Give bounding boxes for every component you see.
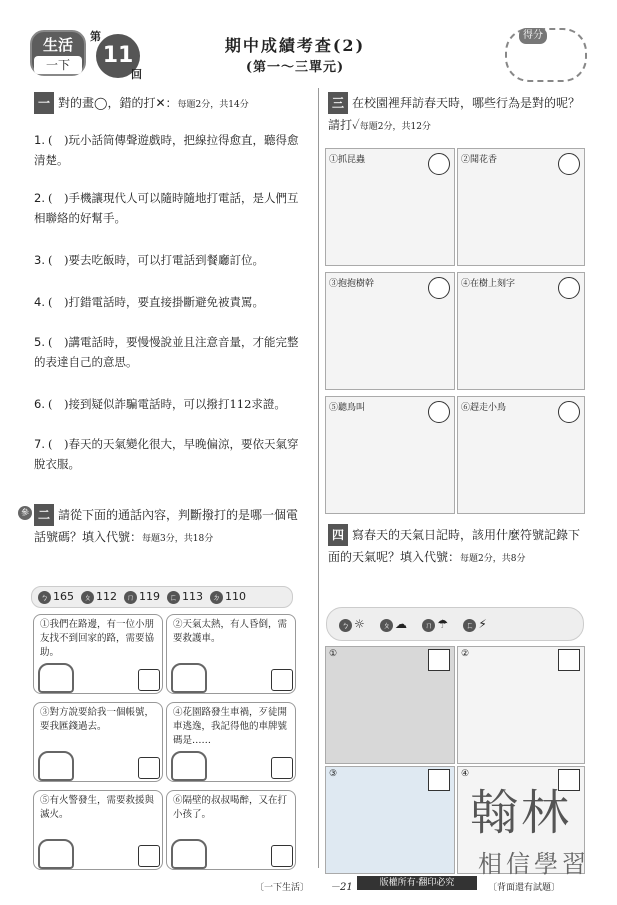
sun-icon: ☼ xyxy=(354,617,365,631)
telephone-icon xyxy=(38,839,74,869)
check-circle[interactable] xyxy=(428,277,450,299)
publisher-logo: 翰林 xyxy=(470,785,573,841)
option-p xyxy=(81,590,117,603)
activity-caption: ⑥趕走小鳥 xyxy=(461,403,507,413)
question-7[interactable] xyxy=(34,434,302,496)
call-card-3 xyxy=(33,702,163,782)
activity-caption: ⑤聽鳥叫 xyxy=(329,403,366,413)
pic-label: ④ xyxy=(461,769,470,779)
section2-instruction: 請從下面的通話內容，判斷撥打的是哪一個電話號碼？填入代號： xyxy=(34,508,299,544)
option-code: ㄇ xyxy=(124,591,137,604)
phone-number-options xyxy=(31,586,293,608)
q-text: ( )講電話時，要慢慢說並且注意音量，才能完整的表達自己的意思。 xyxy=(34,335,299,369)
telephone-icon xyxy=(171,751,207,781)
check-circle[interactable] xyxy=(558,401,580,423)
call-card-5 xyxy=(33,790,163,870)
answer-box[interactable] xyxy=(138,845,160,867)
option-code: ㄆ xyxy=(81,591,94,604)
option-code: ㄉ xyxy=(210,591,223,604)
option-b xyxy=(339,617,365,631)
call-text: ④花園路發生車禍，歹徒開車逃逸，我記得他的車牌號碼是…… xyxy=(173,707,288,746)
option-number: 110 xyxy=(225,590,246,603)
activity-card-6 xyxy=(457,396,585,514)
option-code: ㄆ xyxy=(380,619,393,632)
rain-icon: ☂ xyxy=(437,617,449,631)
option-code: ㄈ xyxy=(167,591,180,604)
call-text: ③對方說要給我一個帳號，要我匯錢過去。 xyxy=(40,707,155,732)
section4-instruction: 寫春天的天氣日記時，該用什麼符號記錄下面的天氣呢？填入代號： xyxy=(328,528,581,564)
option-number: 113 xyxy=(182,590,203,603)
telephone-icon xyxy=(38,663,74,693)
check-circle[interactable] xyxy=(558,277,580,299)
activity-caption: ②聞花香 xyxy=(461,155,498,165)
question-3[interactable] xyxy=(34,250,302,292)
unit-suffix: 回 xyxy=(131,68,142,81)
question-5[interactable] xyxy=(34,332,302,394)
activity-card-4 xyxy=(457,272,585,390)
q-text: ( )接到疑似詐騙電話時，可以撥打112求證。 xyxy=(48,397,286,411)
footer-subject: 〔一下生活〕 xyxy=(255,883,310,893)
answer-box[interactable] xyxy=(138,669,160,691)
call-text: ⑤有火警發生，需要救援與滅火。 xyxy=(40,795,155,820)
q-number: 4. xyxy=(34,295,45,309)
section3-instruction: 在校園裡拜訪春天時，哪些行為是對的呢？請打✓ xyxy=(328,96,581,132)
section2-number: 二 xyxy=(34,504,54,526)
section2-marker: 參 xyxy=(18,506,32,520)
option-code: ㄈ xyxy=(463,619,476,632)
telephone-icon xyxy=(171,839,207,869)
answer-box[interactable] xyxy=(138,757,160,779)
activity-card-1 xyxy=(325,148,455,266)
option-number: 165 xyxy=(53,590,74,603)
call-card-6 xyxy=(166,790,296,870)
option-f xyxy=(463,617,486,631)
answer-box[interactable] xyxy=(271,845,293,867)
activity-caption: ③抱抱樹幹 xyxy=(329,279,375,289)
check-circle[interactable] xyxy=(428,401,450,423)
section1-list xyxy=(34,130,302,496)
section3-number: 三 xyxy=(328,92,348,114)
q-number: 1. xyxy=(34,133,45,147)
answer-box[interactable] xyxy=(558,649,580,671)
q-text: ( )春天的天氣變化很大，早晚偏涼，要依天氣穿脫衣服。 xyxy=(34,437,299,471)
option-code: ㄅ xyxy=(339,619,352,632)
activity-card-2 xyxy=(457,148,585,266)
section1-instruction: 對的畫◯，錯的打✕： xyxy=(58,96,178,110)
section1-points: 每題2分，共14分 xyxy=(177,100,249,110)
q-number: 2. xyxy=(34,191,45,205)
q-text: ( )手機讓現代人可以隨時隨地打電話，是人們互相聯絡的好幫手。 xyxy=(34,191,299,225)
telephone-icon xyxy=(38,751,74,781)
call-text: ①我們在路邊，有一位小朋友找不到回家的路，需要協助。 xyxy=(40,619,155,658)
question-6[interactable] xyxy=(34,394,302,434)
section4-points: 每題2分，共8分 xyxy=(460,554,526,564)
activity-card-5 xyxy=(325,396,455,514)
option-d xyxy=(210,590,246,603)
question-2[interactable] xyxy=(34,188,302,250)
thunder-icon: ⚡ xyxy=(478,617,487,631)
option-number: 119 xyxy=(139,590,160,603)
score-label: 得分 xyxy=(519,28,547,44)
sun-cloud-icon: ☁ xyxy=(395,617,408,631)
pic-label: ① xyxy=(329,649,338,659)
section3-points: 每題2分，共12分 xyxy=(359,122,431,132)
q-number: 7. xyxy=(34,437,45,451)
q-number: 5. xyxy=(34,335,45,349)
call-card-1 xyxy=(33,614,163,694)
page-subtitle: (第一～三單元) xyxy=(245,60,345,75)
grade-label: 一下 xyxy=(34,56,82,74)
check-circle[interactable] xyxy=(558,153,580,175)
question-4[interactable] xyxy=(34,292,302,332)
call-card-4 xyxy=(166,702,296,782)
option-code: ㄇ xyxy=(422,619,435,632)
page-number: －21 xyxy=(330,882,353,893)
subject-label: 生活 xyxy=(42,36,73,54)
q-number: 3. xyxy=(34,253,45,267)
option-m xyxy=(422,617,448,631)
q-number: 6. xyxy=(34,397,45,411)
activity-caption: ①抓昆蟲 xyxy=(329,155,366,165)
weather-pic-3 xyxy=(325,766,455,874)
page-title: 期中成績考查(2) xyxy=(224,36,366,55)
footer-note: 〔背面還有試題〕 xyxy=(488,883,561,893)
weather-pic-1 xyxy=(325,646,455,764)
activity-caption: ④在樹上刻字 xyxy=(461,279,516,289)
section3-heading xyxy=(328,92,590,138)
call-card-2 xyxy=(166,614,296,694)
option-b xyxy=(38,590,74,603)
answer-box[interactable] xyxy=(271,757,293,779)
pic-label: ② xyxy=(461,649,470,659)
column-divider xyxy=(318,88,319,868)
pic-label: ③ xyxy=(329,769,338,779)
section4-number: 四 xyxy=(328,524,348,546)
section2-points: 每題3分，共18分 xyxy=(142,534,214,544)
publisher-slogan: 相信學習 xyxy=(478,850,590,878)
section1-number: 一 xyxy=(34,92,54,114)
answer-box[interactable] xyxy=(271,669,293,691)
activity-card-3 xyxy=(325,272,455,390)
section4-heading xyxy=(328,524,590,570)
option-p xyxy=(380,617,407,631)
q-text: ( )玩小話筒傳聲遊戲時，把線拉得愈直，聽得愈清楚。 xyxy=(34,133,299,167)
answer-box[interactable] xyxy=(428,649,450,671)
section1-heading xyxy=(34,92,304,116)
call-text: ②天氣太熱，有人昏倒，需要救護車。 xyxy=(173,619,288,644)
question-1[interactable] xyxy=(34,130,302,188)
unit-number: 11 xyxy=(96,34,140,78)
check-circle[interactable] xyxy=(428,153,450,175)
copyright-notice: 版權所有‧翻印必究 xyxy=(357,876,477,890)
answer-box[interactable] xyxy=(428,769,450,791)
weather-pic-2 xyxy=(457,646,585,764)
unit-prefix: 第 xyxy=(90,30,101,43)
q-text: ( )要去吃飯時，可以打電話到餐廳訂位。 xyxy=(48,253,264,267)
option-m xyxy=(124,590,160,603)
q-text: ( )打錯電話時，要直接掛斷避免被責罵。 xyxy=(48,295,264,309)
option-f xyxy=(167,590,203,603)
section2-heading xyxy=(34,504,304,550)
telephone-icon xyxy=(171,663,207,693)
call-text: ⑥隔壁的叔叔喝醉，又在打小孩了。 xyxy=(173,795,288,820)
weather-symbol-options xyxy=(326,607,584,641)
option-number: 112 xyxy=(96,590,117,603)
option-code: ㄅ xyxy=(38,591,51,604)
